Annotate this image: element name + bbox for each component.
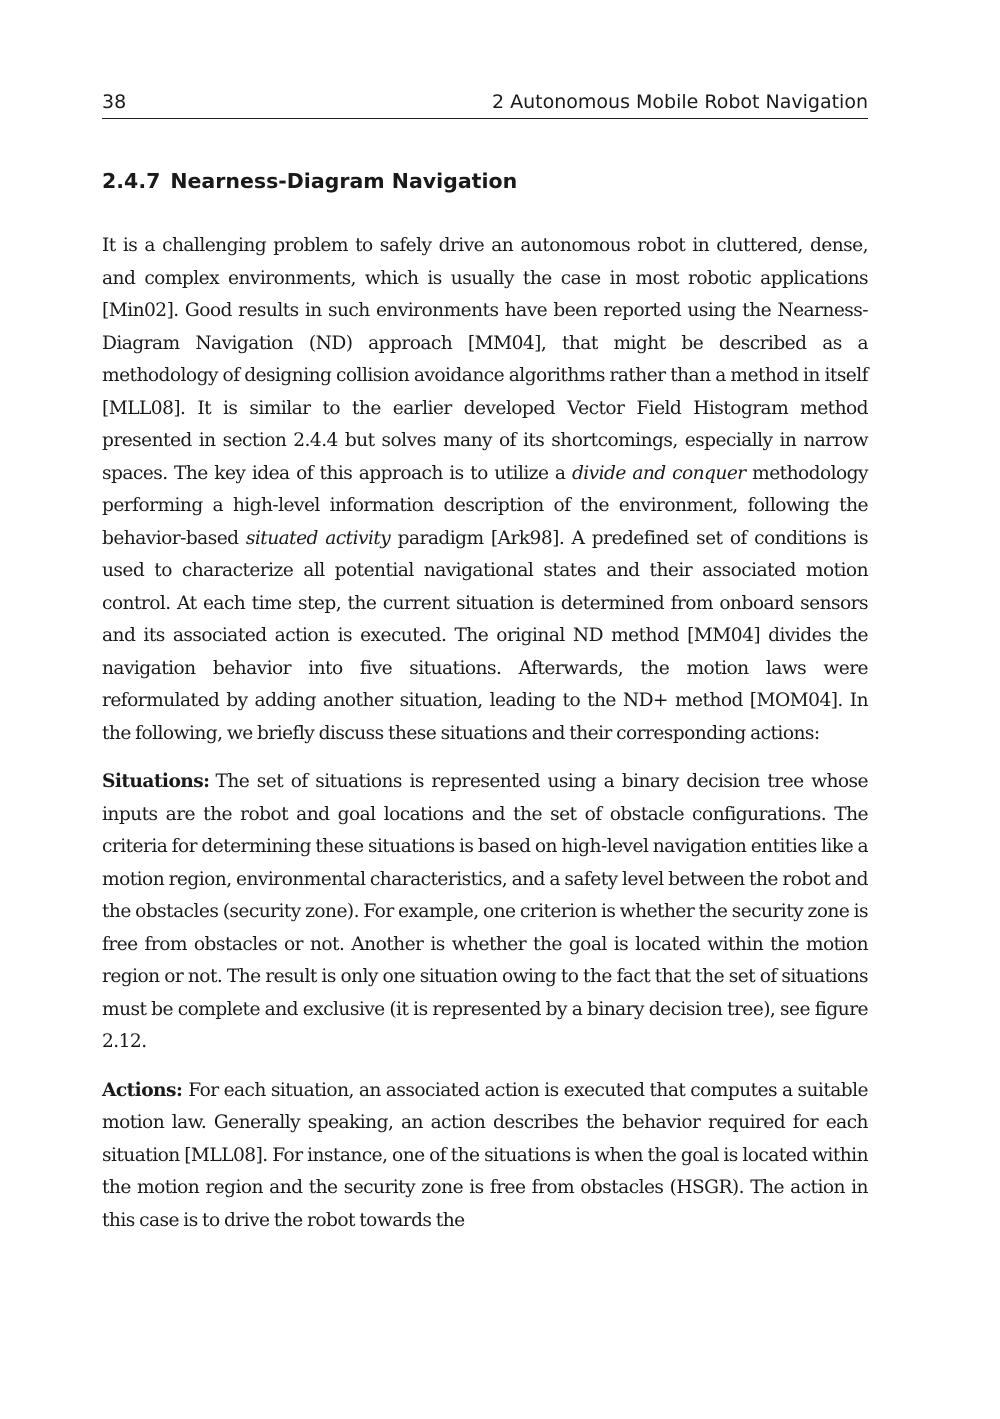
section-number: 2.4.7 (102, 169, 161, 193)
actions-paragraph (102, 1075, 868, 1238)
chapter-title: 2 Autonomous Mobile Robot Navigation (491, 91, 868, 113)
situations-text: The set of situations is represented using a binary decision tree whose inputs are the robot and goal locations and the set of obstacle configurations. The criteria for determining these situations is based on high-level navigation entities like a motion region, environmental characteristics, and a safety level between the robot and the obstacles (security zone). For example, one criterion is whether the security zone is free from obstacles or not. Another is whether the goal is located within the motion region or not. The result is only one situation owing to the fact that the set of situations must be complete and exclusive (it is represented by a binary decision tree), see figure 2.12. (102, 771, 868, 1052)
actions-label: Actions: (102, 1079, 183, 1101)
body-text (102, 230, 868, 1253)
actions-text: For each situation, an associated action is executed that computes a suitable motion law. Generally speaking, an action describes the behavior required for each situation [MLL08]. For instance, one of the situations is when the goal is located within the motion region and the security zone is free from obstacles (HSGR). The action in this case is to drive the robot towards the (102, 1079, 868, 1231)
page-number: 38 (102, 91, 127, 113)
intro-text-2: methodology performing a high-level information description of the environment, following the behavior-based (102, 462, 868, 549)
section-heading (102, 166, 517, 196)
situations-paragraph (102, 766, 868, 1059)
running-header (102, 88, 868, 119)
section-title: Nearness-Diagram Navigation (170, 169, 518, 193)
intro-italic-situated-activity: situated activity (245, 527, 391, 549)
intro-text-1: It is a challenging problem to safely drive an autonomous robot in cluttered, dense, and complex environments, which is usually the case in most robotic applications [Min02]. Good results in such environments have been reported using the Nearness-Diagram Navigation (ND) approach [MM04], that might be described as a methodology of designing collision avoidance algorithms rather than a method in itself [MLL08]. It is similar to the earlier developed Vector Field Histogram method presented in section 2.4.4 but solves many of its shortcomings, especially in narrow spaces. The key idea of this approach is to utilize a (102, 235, 868, 484)
intro-paragraph (102, 230, 868, 750)
intro-italic-divide-and-conquer: divide and conquer (571, 462, 746, 484)
intro-text-3: paradigm [Ark98]. A predefined set of conditions is used to characterize all potential navigational states and their associated motion control. At each time step, the current situation is determined from onboard sensors and its associated action is executed. The original ND method [MM04] divides the navigation behavior into five situations. Afterwards, the motion laws were reformulated by adding another situation, leading to the ND+ method [MOM04]. In the following, we briefly discuss these situations and their corresponding actions: (102, 527, 868, 744)
situations-label: Situations: (102, 771, 210, 792)
